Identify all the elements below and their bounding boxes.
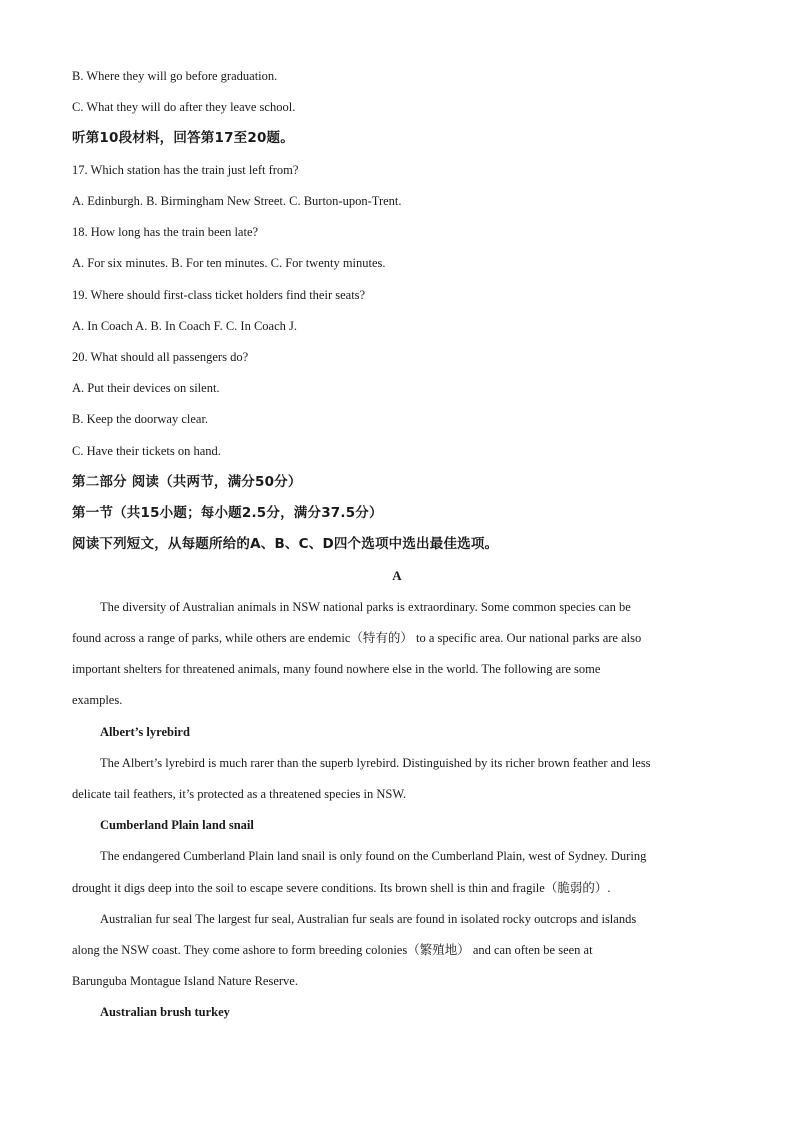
- passage-paragraph-line: important shelters for threatened animals, many found nowhere else in the world. The following are some: [72, 662, 601, 676]
- passage-paragraph-line: Australian fur seal The largest fur seal, Australian fur seals are found in isolated rocky outcrops and islands: [100, 912, 637, 926]
- q18-question: 18. How long has the train been late?: [72, 225, 259, 239]
- subheading-brush-turkey: Australian brush turkey: [100, 1005, 230, 1019]
- passage-paragraph-line: examples.: [72, 693, 123, 707]
- q20-option-c: C. Have their tickets on hand.: [72, 444, 221, 458]
- passage-paragraph-line: Barunguba Montague Island Nature Reserve.: [72, 974, 298, 988]
- passage-paragraph-line: The diversity of Australian animals in NSW national parks is extraordinary. Some common species can be: [100, 600, 631, 614]
- subheading-alberts-lyrebird: Albert’s lyrebird: [100, 725, 190, 739]
- passage-paragraph-line: delicate tail feathers, it’s protected as a threatened species in NSW.: [72, 787, 407, 801]
- section-one-heading: 第一节（共15小题；每小题2.5分，满分37.5分）: [72, 505, 383, 521]
- q17-question: 17. Which station has the train just left from?: [72, 163, 299, 177]
- q16-option-c: C. What they will do after they leave school.: [72, 100, 296, 114]
- subheading-cumberland-snail: Cumberland Plain land snail: [100, 818, 254, 832]
- listening-section-10-instruction: 听第10段材料，回答第17至20题。: [72, 130, 294, 146]
- q19-question: 19. Where should first-class ticket holders find their seats?: [72, 288, 366, 302]
- passage-paragraph-line: along the NSW coast. They come ashore to form breeding colonies（繁殖地） and can often be seen at: [72, 943, 593, 957]
- q17-options: A. Edinburgh. B. Birmingham New Street. C. Burton-upon-Trent.: [72, 194, 402, 208]
- q20-question: 20. What should all passengers do?: [72, 350, 249, 364]
- reading-instruction: 阅读下列短文，从每题所给的A、B、C、D四个选项中选出最佳选项。: [72, 536, 499, 552]
- q19-options: A. In Coach A. B. In Coach F. C. In Coach J.: [72, 319, 298, 333]
- passage-label: A: [392, 568, 402, 583]
- q18-options: A. For six minutes. B. For ten minutes. C. For twenty minutes.: [72, 256, 386, 270]
- passage-paragraph-line: drought it digs deep into the soil to escape severe conditions. Its brown shell is thin and fragile（脆弱的）.: [72, 881, 611, 895]
- q20-option-a: A. Put their devices on silent.: [72, 381, 220, 395]
- q16-option-b: B. Where they will go before graduation.: [72, 69, 278, 83]
- q20-option-b: B. Keep the doorway clear.: [72, 412, 209, 426]
- part-two-heading: 第二部分 阅读（共两节，满分50分）: [72, 474, 302, 490]
- passage-paragraph-line: The endangered Cumberland Plain land snail is only found on the Cumberland Plain, west of Sydney. During: [100, 849, 647, 863]
- passage-paragraph-line: found across a range of parks, while others are endemic（特有的） to a specific area. Our national parks are also: [72, 631, 642, 645]
- passage-paragraph-line: The Albert’s lyrebird is much rarer than the superb lyrebird. Distinguished by its richer brown feather and less: [100, 756, 651, 770]
